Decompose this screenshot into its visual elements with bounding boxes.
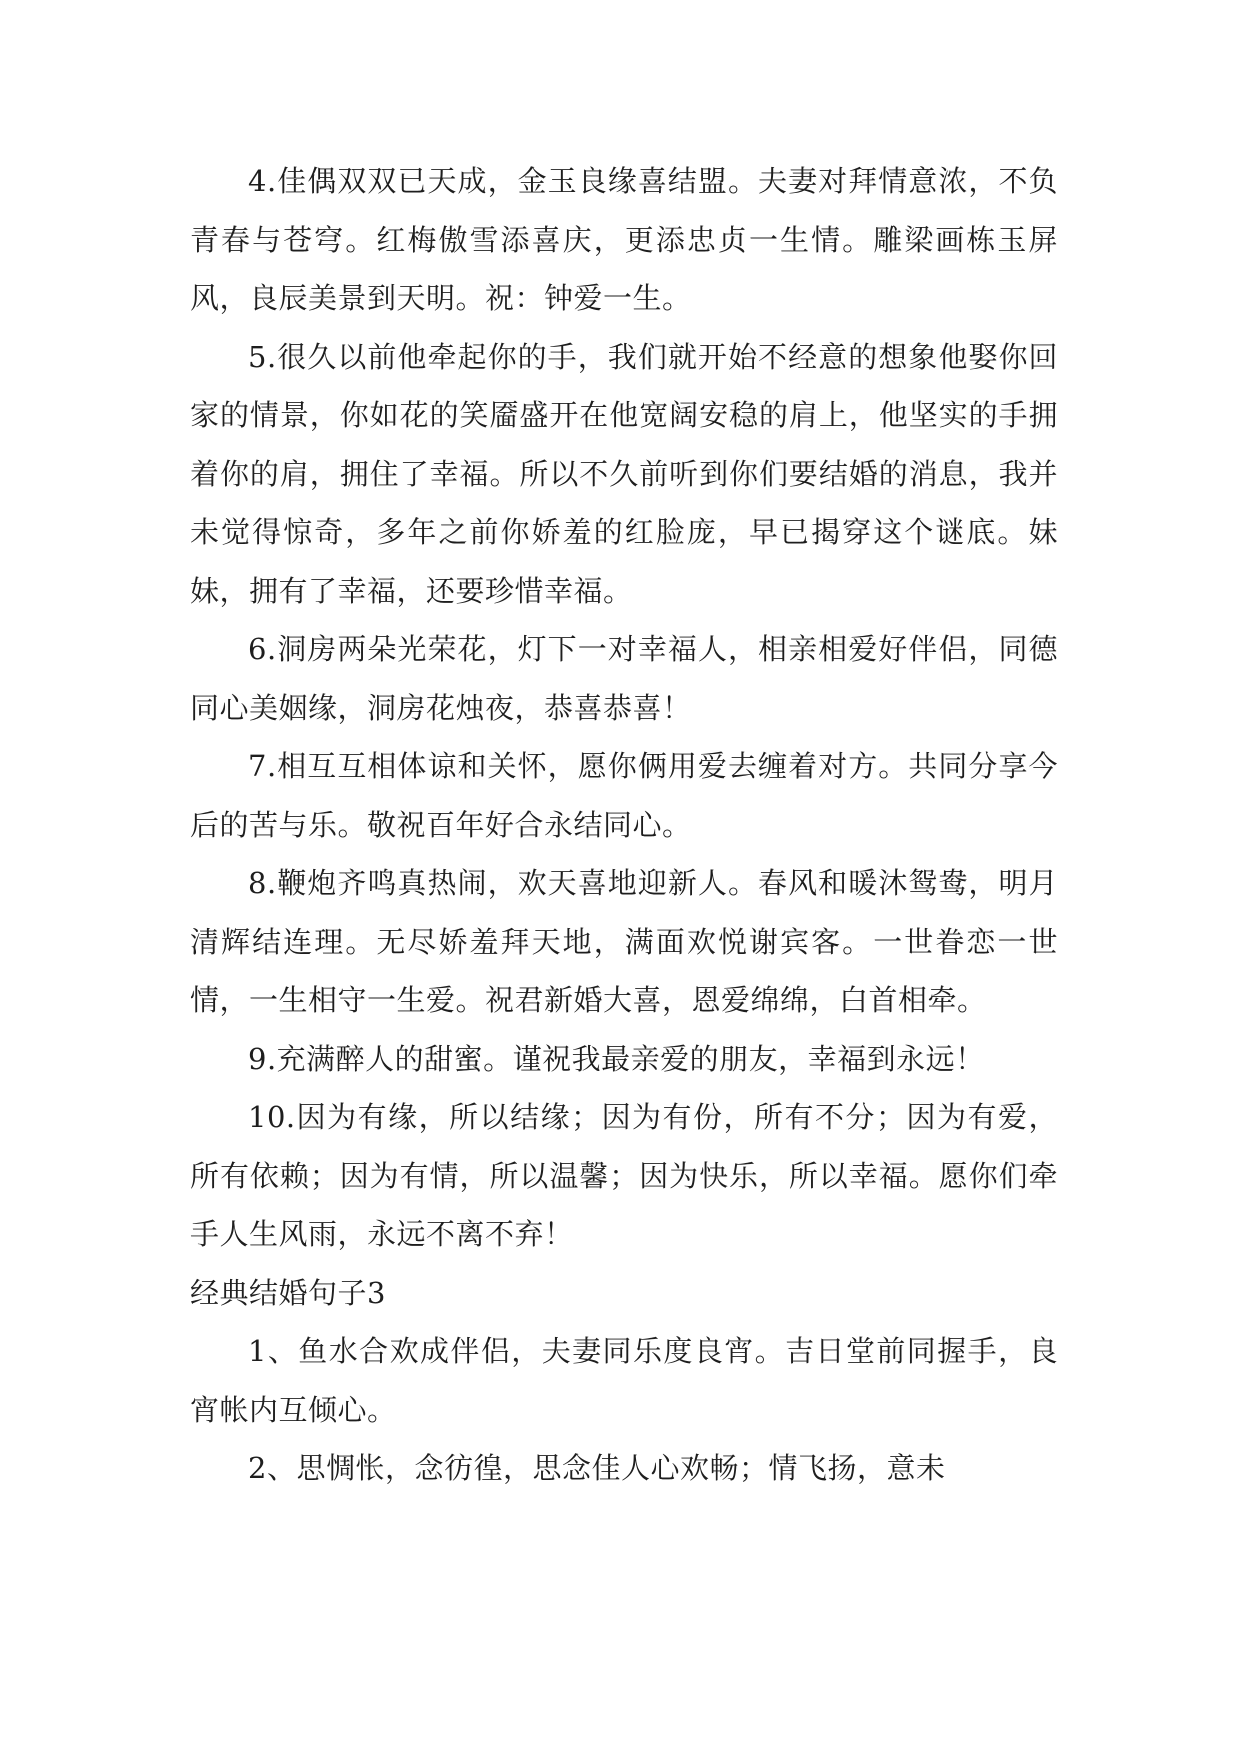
paragraph-4: 4.佳偶双双已天成，金玉良缘喜结盟。夫妻对拜情意浓，不负青春与苍穹。红梅傲雪添喜庆，更添忠贞一生情。雕梁画栋玉屏风，良辰美景到天明。祝：钟爱一生。 [190, 164, 1058, 315]
paragraph-10: 10.因为有缘，所以结缘；因为有份，所有不分；因为有爱，所有依赖；因为有情，所以温馨；因为快乐，所以幸福。愿你们牵手人生风雨，永远不离不弃！ [190, 1100, 1058, 1251]
paragraph-9: 9.充满醉人的甜蜜。谨祝我最亲爱的朋友，幸福到永远！ [248, 1041, 985, 1076]
paragraph-7: 7.相互互相体谅和关怀，愿你俩用爱去缠着对方。共同分享今后的苦与乐。敬祝百年好合永结同心。 [190, 749, 1058, 842]
paragraph-6: 6.洞房两朵光荣花，灯下一对幸福人，相亲相爱好伴侣，同德同心美姻缘，洞房花烛夜，恭喜恭喜！ [190, 632, 1058, 725]
paragraph-5: 5.很久以前他牵起你的手，我们就开始不经意的想象他娶你回家的情景，你如花的笑靥盛开在他宽阔安稳的肩上，他坚实的手拥着你的肩，拥住了幸福。所以不久前听到你们要结婚的消息，我并未觉得惊奇，多年之前你娇羞的红脸庞，早已揭穿这个谜底。妹妹，拥有了幸福，还要珍惜幸福。 [190, 339, 1058, 608]
paragraph-8: 8.鞭炮齐鸣真热闹，欢天喜地迎新人。春风和暖沐鸳鸯，明月清辉结连理。无尽娇羞拜天地，满面欢悦谢宾客。一世眷恋一世情，一生相守一生爱。祝君新婚大喜，恩爱绵绵，白首相牵。 [190, 866, 1058, 1017]
document-page [190, 152, 1058, 1498]
section-paragraph-1: 1、鱼水合欢成伴侣，夫妻同乐度良宵。吉日堂前同握手，良宵帐内互倾心。 [190, 1334, 1058, 1427]
section-paragraph-2: 2、思惆怅，念彷徨，思念佳人心欢畅；情飞扬，意未 [248, 1451, 946, 1485]
section-heading: 经典结婚句子3 [190, 1275, 386, 1310]
